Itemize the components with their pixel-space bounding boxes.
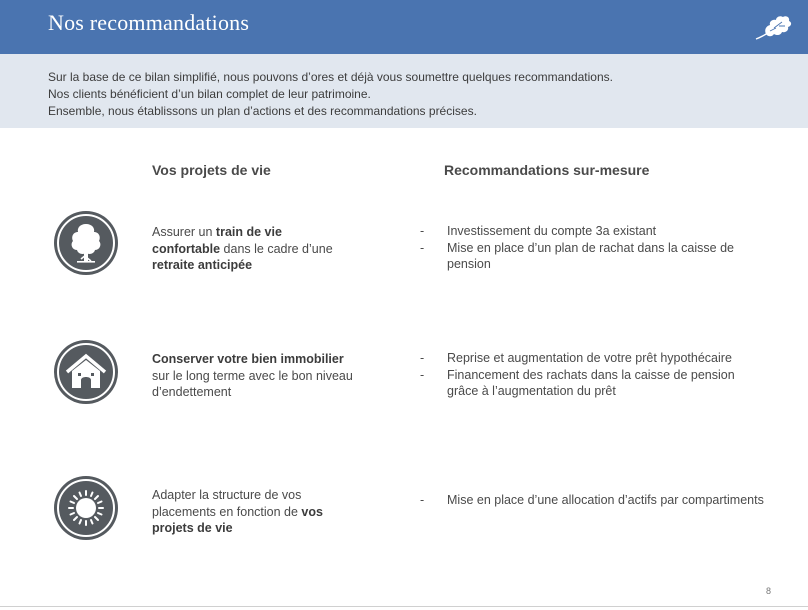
intro-line-1: Sur la base de ce bilan simplifié, nous pouvons d’ores et déjà vous soumettre quelques recommandations. [48,70,613,84]
intro-band [0,54,808,128]
row-1-icon [54,211,118,275]
list-item: - Financement des rachats dans la caisse de pension grâce à l’augmentation du prêt [420,367,735,398]
oak-leaf-logo-icon [752,14,794,42]
tree-icon [54,211,118,275]
recommendations-heading: Recommandations sur-mesure [444,162,650,178]
row-3-icon [54,476,118,540]
row-1-recommendations [420,223,770,273]
row-3-project-text-2: placements en fonction de [152,504,302,519]
row-2-project [152,351,362,401]
row-1-project-bold-3: retraite anticipée [152,258,253,272]
header-bar [0,0,808,54]
row-1-project-text-2: dans le cadre d’une [220,241,333,256]
page-title: Nos recommandations [48,10,250,35]
projects-heading: Vos projets de vie [152,162,271,178]
intro-line-2: Nos clients bénéficient d’un bilan complet de leur patrimoine. [48,87,371,101]
footer-divider [0,606,808,607]
row-3-project [152,487,362,537]
row-1-project-text-1: Assurer un [152,225,216,239]
row-1-project-bold-1: train de vie [215,225,282,239]
row-3-project-bold-1: vos [301,504,323,519]
house-icon [54,340,118,404]
list-item: - Investissement du compte 3a existant [420,224,657,238]
list-item: - Mise en place d’un plan de rachat dans la caisse de pension [420,240,734,271]
page-number: 8 [766,586,772,596]
row-3-project-bold-2: projets de vie [152,521,233,535]
row-1-project [152,224,362,274]
list-item: - Reprise et augmentation de votre prêt hypothécaire [420,351,732,365]
row-3-project-text-1: Adapter la structure de vos [152,488,302,502]
row-2-project-text-1: sur le long terme avec le bon niveau [152,368,353,383]
row-2-recommendations [420,350,770,400]
row-1-project-bold-2: confortable [152,241,221,256]
row-2-project-bold-1: Conserver votre bien immobilier [152,352,344,366]
row-2-project-text-2: d’endettement [152,385,232,399]
list-item: - Mise en place d’une allocation d’actifs par compartiments [420,493,764,507]
row-2-icon [54,340,118,404]
intro-line-3: Ensemble, nous établissons un plan d’actions et des recommandations précises. [48,104,477,118]
row-3-recommendations [420,492,770,509]
sun-icon [54,476,118,540]
